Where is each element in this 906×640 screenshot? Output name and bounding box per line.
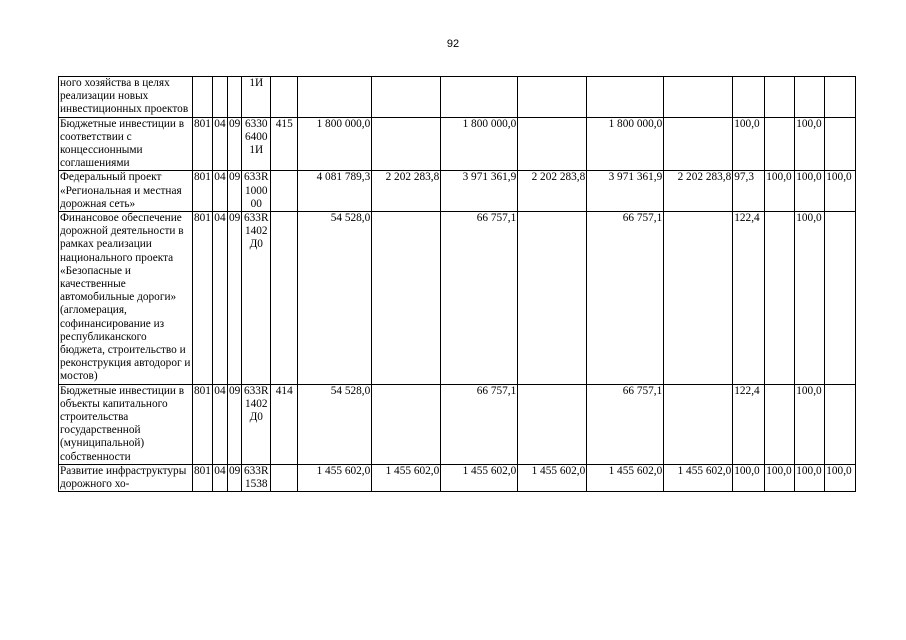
- percent-4: [825, 117, 856, 171]
- percent-4: [825, 77, 856, 118]
- table-row: [59, 464, 856, 491]
- value-4: [518, 77, 587, 118]
- percent-4: 100,0: [825, 464, 856, 491]
- subsection-code: 09: [227, 384, 241, 464]
- row-name: Финансовое обеспечение дорожной деятельности в рамках реализации национального проекта «Безопасные и качественные автомобильные дороги» (агломерация, софинансирование из республиканского бюджета, строительство и реконструкция автодорог и мостов): [59, 212, 193, 385]
- ministry-code: 801: [193, 464, 213, 491]
- percent-3: 100,0: [795, 384, 825, 464]
- percent-1: 100,0: [733, 464, 765, 491]
- section-code: 04: [212, 384, 227, 464]
- value-1: 54 528,0: [298, 384, 372, 464]
- value-6: 1 455 602,0: [664, 464, 733, 491]
- percent-3: 100,0: [795, 212, 825, 385]
- value-1: 1 800 000,0: [298, 117, 372, 171]
- ministry-code: 801: [193, 384, 213, 464]
- target-article-code: 633R 1402 Д0: [242, 384, 271, 464]
- row-name: Развитие инфраструктуры дорожного хо-: [59, 464, 193, 491]
- budget-table-body: [59, 77, 856, 492]
- subsection-code: 09: [227, 464, 241, 491]
- subsection-code: 09: [227, 171, 241, 212]
- percent-4: [825, 212, 856, 385]
- percent-3: 100,0: [795, 171, 825, 212]
- value-5: 1 455 602,0: [587, 464, 664, 491]
- expense-type-code: [271, 77, 298, 118]
- ministry-code: 801: [193, 212, 213, 385]
- subsection-code: 09: [227, 117, 241, 171]
- value-6: [664, 212, 733, 385]
- expense-type-code: [271, 464, 298, 491]
- target-article-code: 1И: [242, 77, 271, 118]
- table-row: [59, 171, 856, 212]
- expense-type-code: [271, 212, 298, 385]
- value-1: 1 455 602,0: [298, 464, 372, 491]
- percent-1: 97,3: [733, 171, 765, 212]
- ministry-code: 801: [193, 117, 213, 171]
- section-code: [212, 77, 227, 118]
- table-row: [59, 77, 856, 118]
- value-2: [372, 212, 441, 385]
- percent-3: 100,0: [795, 117, 825, 171]
- target-article-code: 6330 6400 1И: [242, 117, 271, 171]
- value-2: [372, 117, 441, 171]
- page-number: 92: [446, 38, 460, 50]
- subsection-code: [227, 77, 241, 118]
- table-row: [59, 117, 856, 171]
- value-6: [664, 77, 733, 118]
- target-article-code: 633R 1402 Д0: [242, 212, 271, 385]
- table-row: [59, 212, 856, 385]
- table-row: [59, 384, 856, 464]
- value-3: 66 757,1: [441, 212, 518, 385]
- value-4: [518, 212, 587, 385]
- value-3: [441, 77, 518, 118]
- percent-1: 122,4: [733, 212, 765, 385]
- percent-2: [765, 117, 795, 171]
- value-6: [664, 117, 733, 171]
- row-name: ного хозяйства в целях реализации новых инвестиционных проектов: [59, 77, 193, 118]
- value-3: 1 455 602,0: [441, 464, 518, 491]
- value-1: 4 081 789,3: [298, 171, 372, 212]
- value-2: 2 202 283,8: [372, 171, 441, 212]
- row-name: Бюджетные инвестиции в соответствии с концессионными соглашениями: [59, 117, 193, 171]
- value-4: 2 202 283,8: [518, 171, 587, 212]
- percent-3: [795, 77, 825, 118]
- value-4: [518, 384, 587, 464]
- ministry-code: 801: [193, 171, 213, 212]
- value-4: [518, 117, 587, 171]
- value-5: [587, 77, 664, 118]
- value-3: 66 757,1: [441, 384, 518, 464]
- value-2: [372, 384, 441, 464]
- percent-2: 100,0: [765, 464, 795, 491]
- ministry-code: [193, 77, 213, 118]
- value-4: 1 455 602,0: [518, 464, 587, 491]
- value-1: [298, 77, 372, 118]
- value-5: 1 800 000,0: [587, 117, 664, 171]
- section-code: 04: [212, 171, 227, 212]
- value-3: 3 971 361,9: [441, 171, 518, 212]
- target-article-code: 633R 1000 00: [242, 171, 271, 212]
- value-5: 3 971 361,9: [587, 171, 664, 212]
- percent-4: 100,0: [825, 171, 856, 212]
- expense-type-code: 415: [271, 117, 298, 171]
- percent-2: 100,0: [765, 171, 795, 212]
- value-1: 54 528,0: [298, 212, 372, 385]
- value-2: [372, 77, 441, 118]
- section-code: 04: [212, 212, 227, 385]
- target-article-code: 633R 1538: [242, 464, 271, 491]
- percent-1: 100,0: [733, 117, 765, 171]
- section-code: 04: [212, 117, 227, 171]
- percent-2: [765, 384, 795, 464]
- section-code: 04: [212, 464, 227, 491]
- value-5: 66 757,1: [587, 212, 664, 385]
- value-6: 2 202 283,8: [664, 171, 733, 212]
- percent-2: [765, 212, 795, 385]
- subsection-code: 09: [227, 212, 241, 385]
- value-6: [664, 384, 733, 464]
- value-5: 66 757,1: [587, 384, 664, 464]
- value-3: 1 800 000,0: [441, 117, 518, 171]
- row-name: Федеральный проект «Региональная и местная дорожная сеть»: [59, 171, 193, 212]
- percent-2: [765, 77, 795, 118]
- expense-type-code: [271, 171, 298, 212]
- percent-3: 100,0: [795, 464, 825, 491]
- percent-1: 122,4: [733, 384, 765, 464]
- budget-table: [58, 76, 856, 492]
- row-name: Бюджетные инвестиции в объекты капитального строительства государственной (муниципальной) собственности: [59, 384, 193, 464]
- value-2: 1 455 602,0: [372, 464, 441, 491]
- percent-1: [733, 77, 765, 118]
- percent-4: [825, 384, 856, 464]
- expense-type-code: 414: [271, 384, 298, 464]
